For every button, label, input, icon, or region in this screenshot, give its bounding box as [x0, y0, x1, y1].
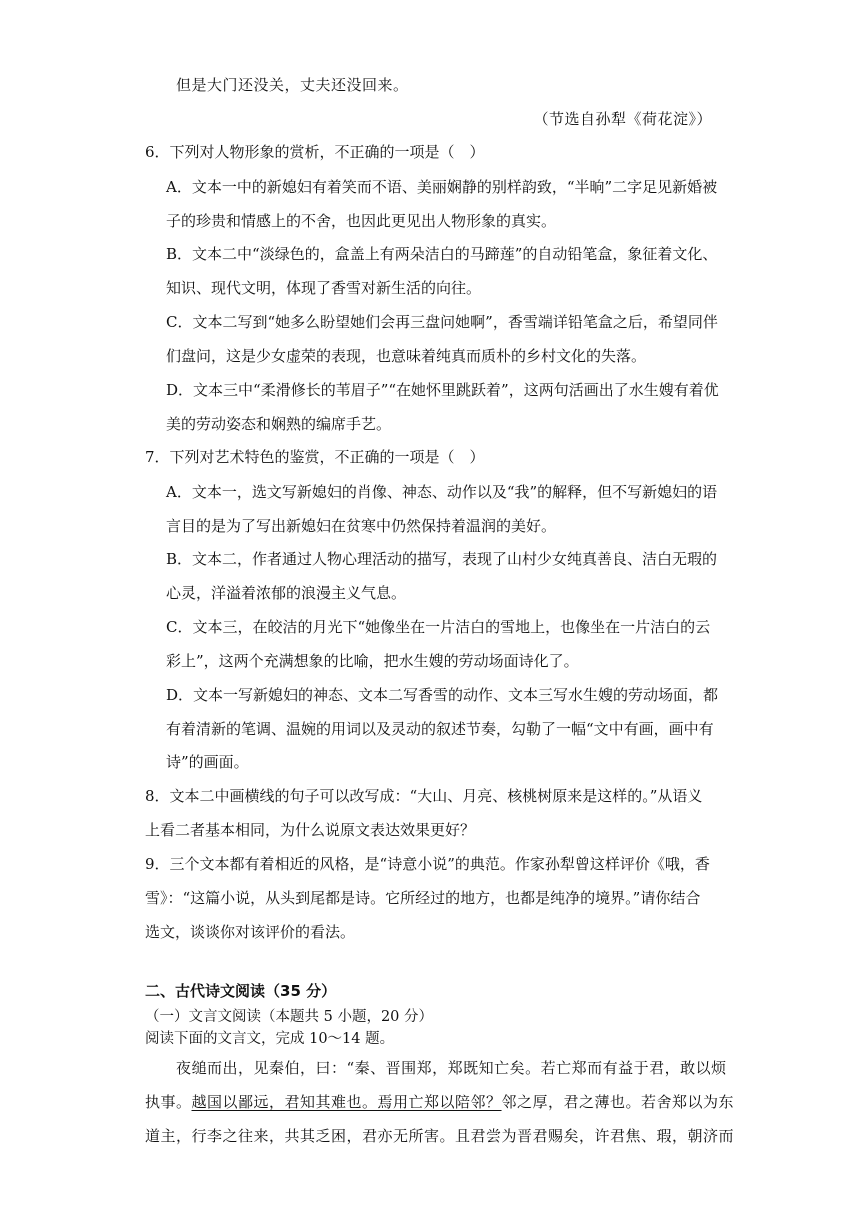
- q7-option-c-line1: C．文本三，在皎洁的月光下“她像坐在一片洁白的雪地上，也像坐在一片洁白的云: [166, 618, 711, 636]
- classical-text-line2-start: 执事。: [145, 1093, 192, 1111]
- q6-option-c-line1: C．文本二写到“她多么盼望她们会再三盘问她啊”，香雪端详铅笔盒之后，希望同伴: [166, 313, 718, 331]
- q7-option-a-line1: A．文本一，选文写新媳妇的肖像、神态、动作以及“我”的解释，但不写新媳妇的语: [166, 483, 718, 501]
- classical-text-line2: [145, 1091, 734, 1112]
- q6-stem: 6．下列对人物形象的赏析，不正确的一项是（ ）: [145, 143, 485, 161]
- classical-text-line1: 夜缒而出，见秦伯，曰：“秦、晋围郑，郑既知亡矣。若亡郑而有益于君，敢以烦: [176, 1059, 727, 1077]
- q7-option-d-line3: 诗”的画面。: [166, 753, 249, 771]
- q6-option-a-line2: 子的珍贵和情感上的不舍，也因此更见出人物形象的真实。: [166, 212, 557, 230]
- q7-option-b-line1: B．文本二，作者通过人物心理活动的描写，表现了山村少女纯真善良、洁白无瑕的: [166, 550, 718, 568]
- section2-subheading: （一）文言文阅读（本题共 5 小题，20 分）: [145, 1009, 434, 1025]
- q6-option-d-line1: D．文本三中“柔滑修长的苇眉子”“在她怀里跳跃着”，这两句活画出了水生嫂有着优: [166, 381, 719, 399]
- q9-line3: 选文，谈谈你对该评价的看法。: [145, 923, 356, 941]
- section2-instruction: 阅读下面的文言文，完成 10～14 题。: [145, 1031, 395, 1047]
- q8-line1: 8．文本二中画横线的句子可以改写成：“大山、月亮、核桃树原来是这样的。”从语义: [145, 787, 703, 805]
- q6-option-b-line2: 知识、现代文明，体现了香雪对新生活的向往。: [166, 279, 482, 297]
- classical-text-line2-end: 邻之厚，君之薄也。若舍郑以为东: [501, 1093, 735, 1111]
- passage-last-line: 但是大门还没关，丈夫还没回来。: [176, 76, 409, 94]
- q7-stem: 7．下列对艺术特色的鉴赏，不正确的一项是（ ）: [145, 448, 485, 466]
- q6-option-a-line1: A．文本一中的新媳妇有着笑而不语、美丽娴静的别样韵致，“半晌”二字足见新婚被: [166, 178, 718, 196]
- q7-option-b-line2: 心灵，洋溢着浓郁的浪漫主义气息。: [166, 584, 407, 602]
- q6-option-d-line2: 美的劳动姿态和娴熟的编席手艺。: [166, 415, 392, 433]
- q6-option-c-line2: 们盘问，这是少女虚荣的表现，也意味着纯真而质朴的乡村文化的失落。: [166, 347, 647, 365]
- q7-option-c-line2: 彩上”，这两个充满想象的比喻，把水生嫂的劳动场面诗化了。: [166, 652, 579, 670]
- q6-option-b-line1: B．文本二中“淡绿色的，盒盖上有两朵洁白的马蹄莲”的自动铅笔盒，象征着文化、: [166, 245, 718, 263]
- q7-option-d-line1: D．文本一写新媳妇的神态、文本二写香雪的动作、文本三写水生嫂的劳动场面，都: [166, 686, 719, 704]
- q9-line1: 9．三个文本都有着相近的风格，是“诗意小说”的典范。作家孙犁曾这样评价《哦，香: [145, 855, 710, 873]
- classical-text-line3: 道主，行李之往来，共其乏困，君亦无所害。且君尝为晋君赐矣，许君焦、瑕，朝济而: [145, 1127, 735, 1145]
- q7-option-a-line2: 言目的是为了写出新媳妇在贫寒中仍然保持着温润的美好。: [166, 517, 557, 535]
- passage-source: （节选自孙犁《荷花淀》）: [533, 110, 712, 128]
- section2-heading: 二、古代诗文阅读（35 分）: [145, 982, 337, 1000]
- q9-line2: 雪》：“这篇小说，从头到尾都是诗。它所经过的地方，也都是纯净的境界。”请你结合: [145, 889, 701, 907]
- q7-option-d-line2: 有着清新的笔调、温婉的用词以及灵动的叙述节奏，勾勒了一幅“文中有画，画中有: [166, 720, 714, 738]
- q8-line2: 上看二者基本相同，为什么说原文表达效果更好？: [145, 821, 476, 839]
- underlined-sentence: 越国以鄙远，君知其难也。焉用亡郑以陪邻？: [191, 1093, 502, 1111]
